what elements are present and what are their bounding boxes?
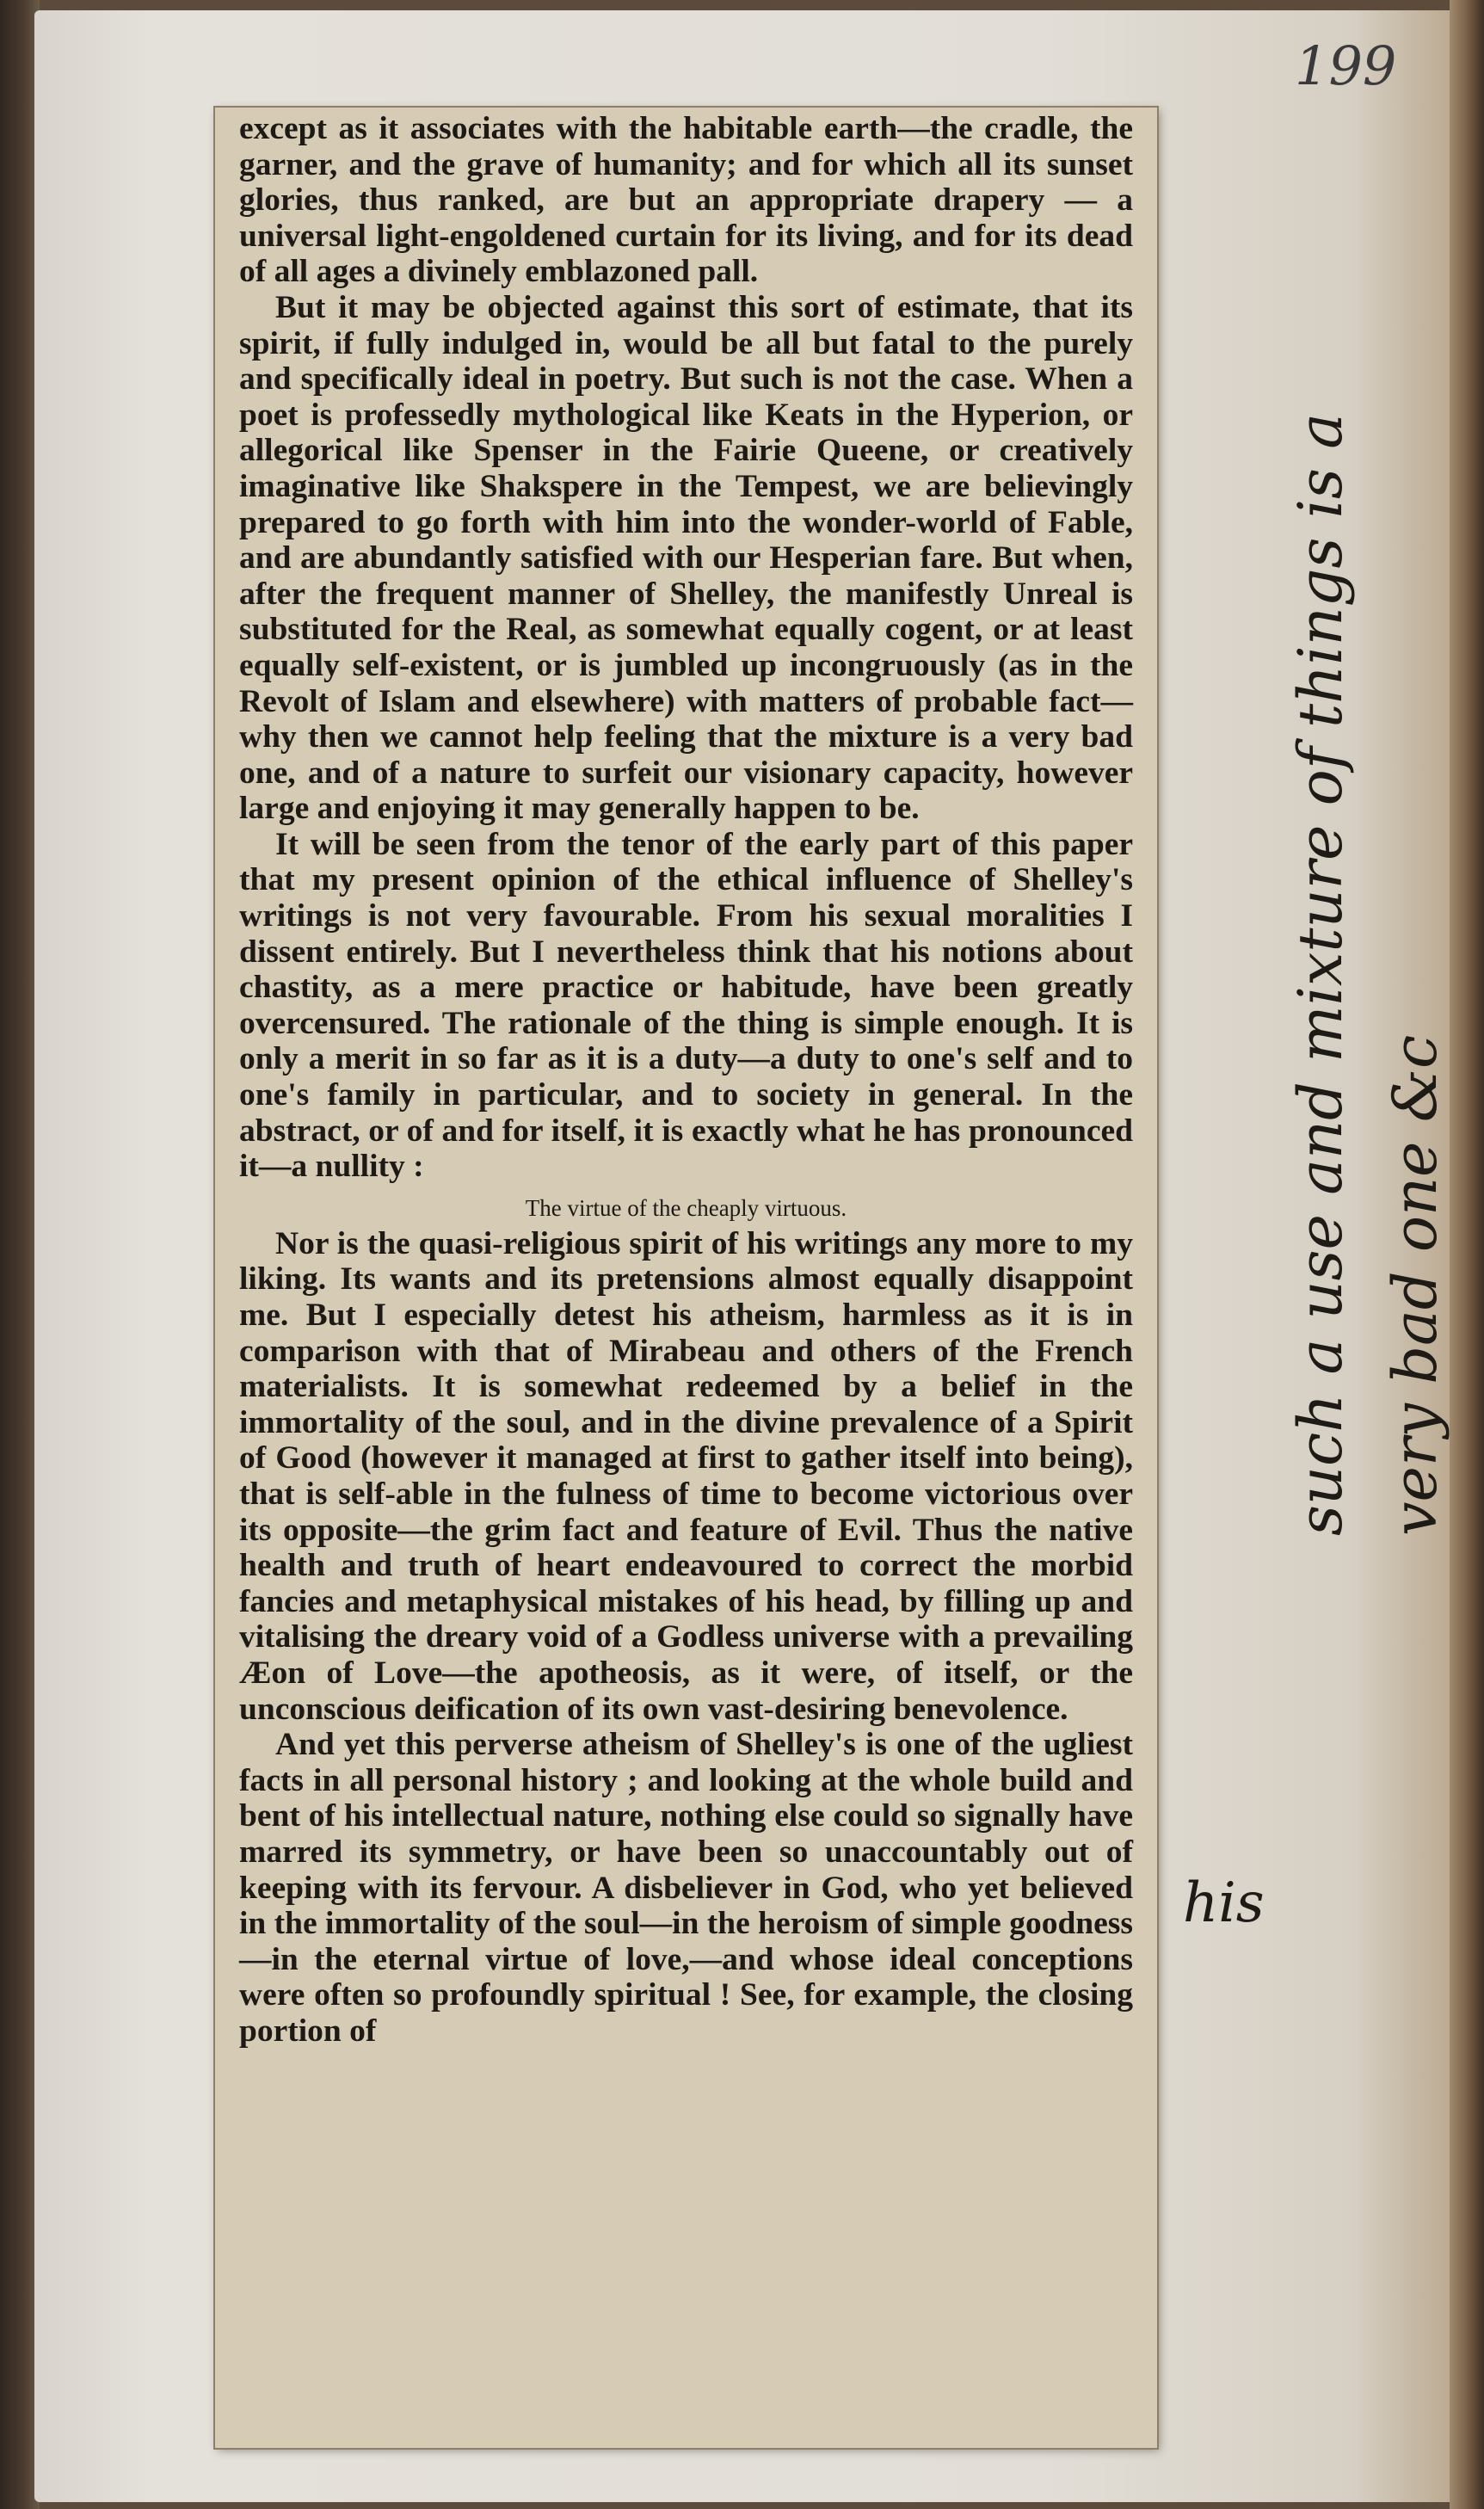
handwritten-marginal-note: such a use and mixture of things is a very bad one &c bbox=[1285, 413, 1450, 1536]
clipping-paragraph: And yet this perverse atheism of Shelley's is one of the ugliest facts in all personal history ; and looking at the whole build and bent of his intellectual nature, nothing else could so signally have marred its symmetry, or have been so unaccountably out of keeping with its fervour. A disbeliever in God, who yet believed in the immortality of the soul—in the heroism of simple goodness—in the eternal virtue of love,—and whose ideal conceptions were often so profoundly spiritual ! See, for example, the closing portion of bbox=[239, 1727, 1133, 2049]
clipping-paragraph: Nor is the quasi-religious spirit of his writings any more to my liking. Its wants and its pretensions almost equally disappoint me. But I especially detest his atheism, harmless as it is in comparison with that of Mirabeau and others of the French materialists. It is somewhat redeemed by a belief in the immortality of the soul, and in the divine prevalence of a Spirit of Good (however it managed at first to gather itself into being), that is self-able in the fulness of time to become victorious over its opposite—the grim fact and feature of Evil. Thus the native health and truth of heart endeavoured to correct the morbid fancies and metaphysical mistakes of his head, by filling up and vitalising the dreary void of a Godless universe with a prevailing Æon of Love—the apotheosis, as it were, of itself, or the unconscious deification of its own vast-desiring benevolence. bbox=[239, 1225, 1133, 1727]
clipping-paragraph: But it may be objected against this sort of estimate, that its spirit, if fully indulged in, would be all but fatal to the purely and specifically ideal in poetry. But such is not the case. When a poet is professedly mythological like Keats in the Hyperion, or allegorical like Spenser in the Fairie Queene, or creatively imaginative like Shakspere in the Tempest, we are believingly prepared to go forth with him into the wonder-world of Fable, and are abundantly satisfied with our Hesperian fare. But when, after the frequent manner of Shelley, the manifestly Unreal is substituted for the Real, as somewhat equally cogent, or at least equally self-existent, or is jumbled up incongruously (as in the Revolt of Islam and elsewhere) with matters of probable fact—why then we cannot help feeling that the mixture is a very bad one, and of a nature to surfeit our visionary capacity, however large and enjoying it may generally happen to be. bbox=[239, 289, 1133, 827]
clipping-text bbox=[239, 111, 1133, 2049]
handwritten-insertion: his bbox=[1183, 1871, 1265, 1935]
clipping-paragraph: except as it associates with the habitable earth—the cradle, the garner, and the grave of humanity; and for which all its sunset glories, thus ranked, are but an appropriate drapery — a universal light-engoldened curtain for its living, and for its dead of all ages a divinely emblazoned pall. bbox=[239, 111, 1133, 290]
clipping-quote: The virtue of the cheaply virtuous. bbox=[525, 1194, 847, 1221]
clipping-paragraph: It will be seen from the tenor of the early part of this paper that my present opinion of the ethical influence of Shelley's writings is not very favourable. From his sexual moralities I dissent entirely. But I nevertheless think that his notions about chastity, as a mere practice or habitude, have been greatly overcensured. The rationale of the thing is simple enough. It is only a merit in so far as it is a duty—a duty to one's self and to one's family in particular, and to society in general. In the abstract, or of and for itself, it is exactly what he has pronounced it—a nullity : bbox=[239, 826, 1133, 1185]
newspaper-clipping bbox=[215, 108, 1157, 2448]
page-number: 199 bbox=[1295, 34, 1397, 97]
